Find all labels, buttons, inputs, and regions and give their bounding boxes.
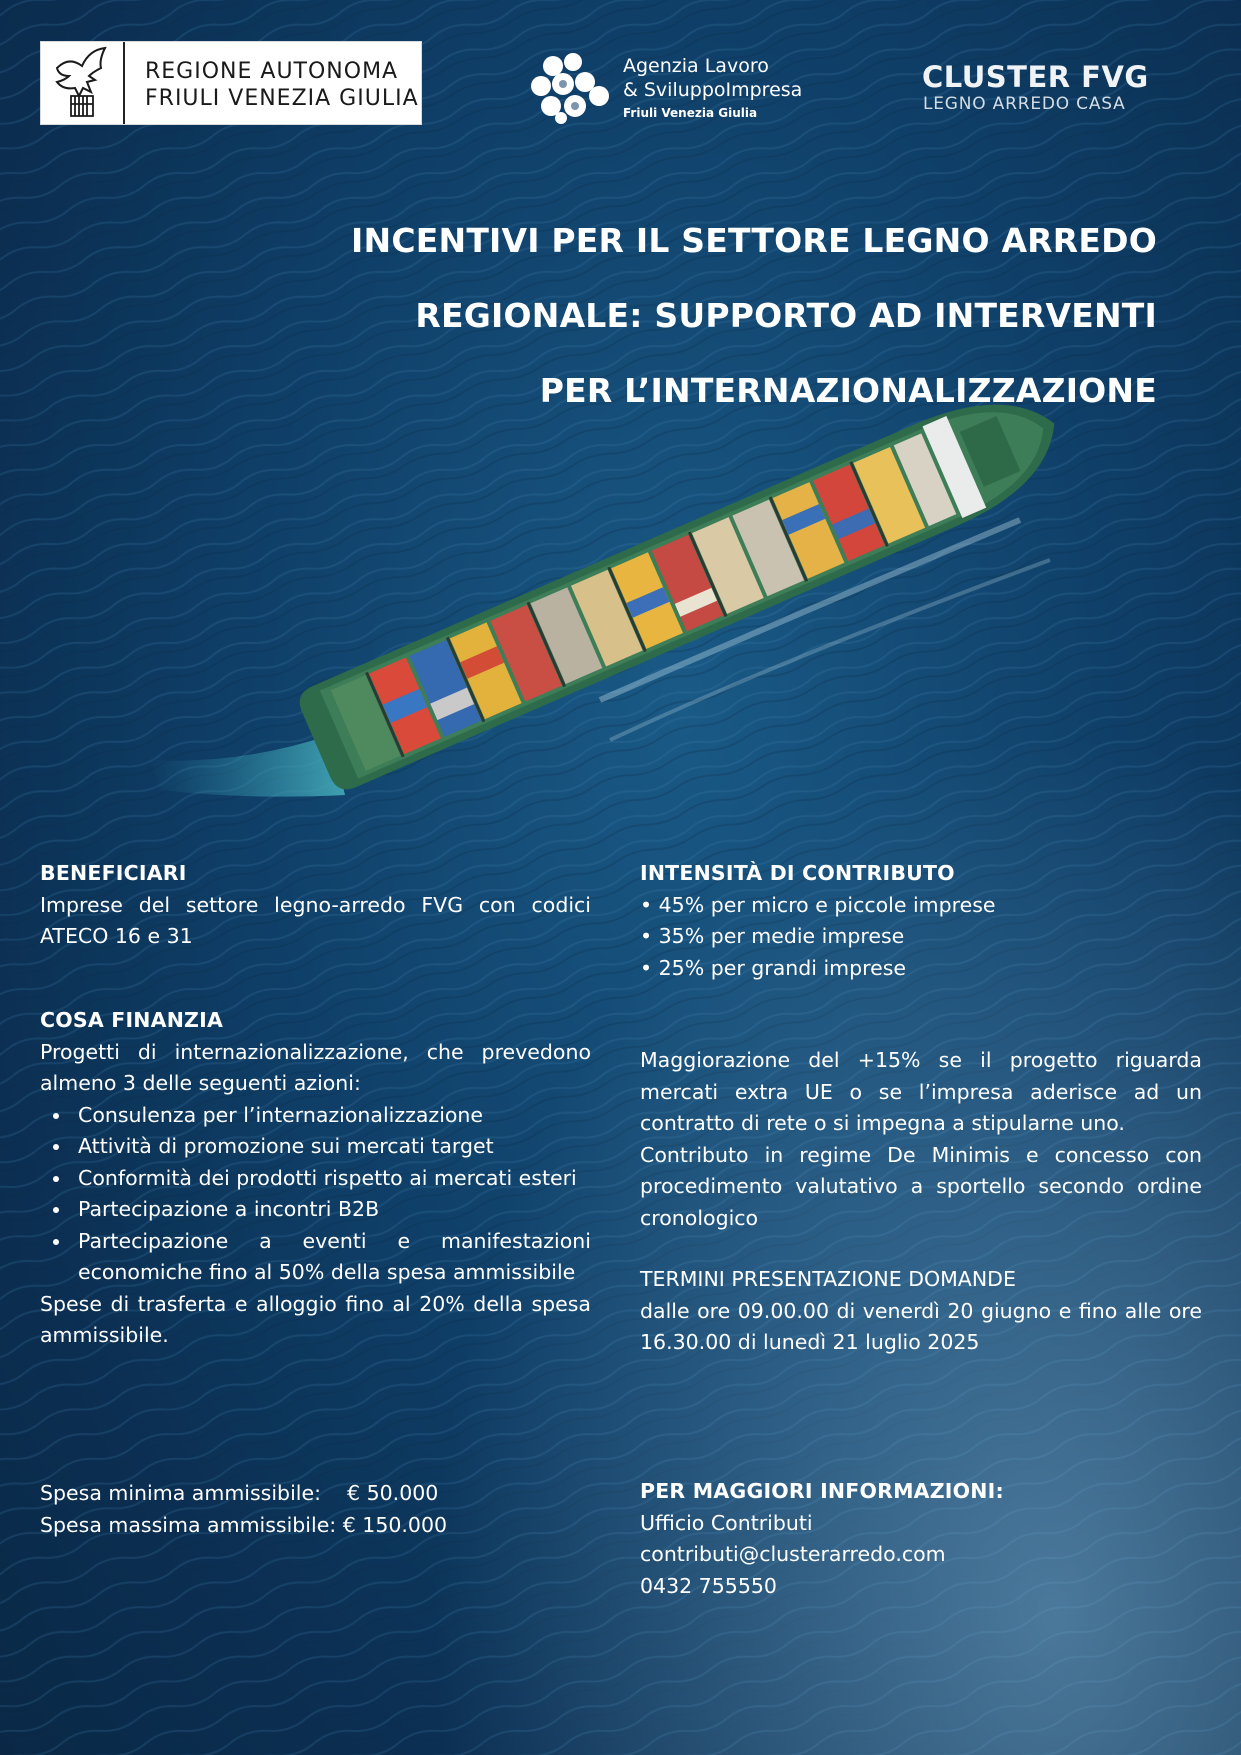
- list-item: Partecipazione a eventi e manifestazioni economiche fino al 50% della spesa ammissibile: [78, 1226, 591, 1289]
- agenzia-mark-icon: [527, 52, 613, 124]
- list-item: Conformità dei prodotti rispetto ai mercati esteri: [78, 1163, 591, 1195]
- spesa-minima: Spesa minima ammissibile: € 50.000: [40, 1481, 439, 1505]
- intensita-item: • 35% per medie imprese: [640, 924, 905, 948]
- list-item: Consulenza per l’internazionalizzazione: [78, 1100, 591, 1132]
- agenzia-lavoro-logo: [527, 52, 837, 128]
- agenzia-line3: Friuli Venezia Giulia: [623, 106, 758, 120]
- intensita-heading: INTENSITÀ DI CONTRIBUTO: [640, 861, 955, 885]
- info-heading: PER MAGGIORI INFORMAZIONI:: [640, 1479, 1004, 1503]
- cluster-title: CLUSTER FVG: [922, 60, 1149, 94]
- termini-heading: TERMINI PRESENTAZIONE DOMANDE: [640, 1267, 1016, 1291]
- info-section: [640, 1476, 1202, 1602]
- termini-text: dalle ore 09.00.00 di venerdì 20 giugno e fino alle ore 16.30.00 di lunedì 21 luglio 2025: [640, 1298, 1202, 1354]
- regione-line2: FRIULI VENEZIA GIULIA: [145, 86, 419, 111]
- beneficiari-section: [40, 858, 591, 953]
- intensita-item: • 25% per grandi imprese: [640, 955, 907, 980]
- cosa-finanzia-note: Spese di trasferta e alloggio fino al 20% della spesa ammissibile.: [40, 1291, 591, 1347]
- termini-section: [640, 1264, 1202, 1359]
- title-line2: REGIONALE: SUPPORTO AD INTERVENTI: [415, 296, 1157, 335]
- cosa-finanzia-section: [40, 1005, 591, 1352]
- spesa-section: [40, 1478, 591, 1541]
- intensita-section: [640, 858, 1202, 984]
- agenzia-line1: Agenzia Lavoro: [623, 55, 769, 77]
- regione-fvg-logo: [40, 41, 422, 125]
- cluster-fvg-logo: [922, 60, 1149, 120]
- cosa-finanzia-intro: Progetti di internazionalizzazione, che prevedono almeno 3 delle seguenti azioni:: [40, 1039, 591, 1095]
- eagle-icon: [41, 42, 125, 124]
- agenzia-line2: & SviluppoImpresa: [623, 79, 803, 101]
- title-line3: PER L’INTERNAZIONALIZZAZIONE: [539, 371, 1157, 410]
- maggiorazione-section: [640, 1045, 1202, 1234]
- spesa-massima: Spesa massima ammissibile: € 150.000: [40, 1512, 448, 1537]
- cosa-finanzia-heading: COSA FINANZIA: [40, 1008, 224, 1032]
- info-phone[interactable]: 0432 755550: [640, 1573, 777, 1598]
- info-email[interactable]: contributi@clusterarredo.com: [640, 1542, 946, 1566]
- info-office: Ufficio Contributi: [640, 1510, 813, 1535]
- maggiorazione-text: Maggiorazione del +15% se il progetto riguarda mercati extra UE o se l’impresa aderisce ad un contratto di rete o si impegna a stipularne uno.: [640, 1048, 1202, 1135]
- intensita-item: • 45% per micro e piccole imprese: [640, 892, 996, 917]
- cluster-subtitle: LEGNO ARREDO CASA: [923, 94, 1126, 114]
- list-item: Partecipazione a incontri B2B: [78, 1194, 591, 1226]
- list-item: Attività di promozione sui mercati target: [78, 1131, 591, 1163]
- de-minimis-text: Contributo in regime De Minimis e concesso con procedimento valutativo a sportello secondo ordine cronologico: [640, 1142, 1202, 1230]
- title-line1: INCENTIVI PER IL SETTORE LEGNO ARREDO: [351, 221, 1157, 260]
- actions-list: [40, 1100, 591, 1289]
- page-title: [157, 203, 1157, 428]
- beneficiari-text: Imprese del settore legno-arredo FVG con codici ATECO 16 e 31: [40, 892, 591, 948]
- regione-line1: REGIONE AUTONOMA: [145, 59, 399, 84]
- beneficiari-heading: BENEFICIARI: [40, 861, 187, 885]
